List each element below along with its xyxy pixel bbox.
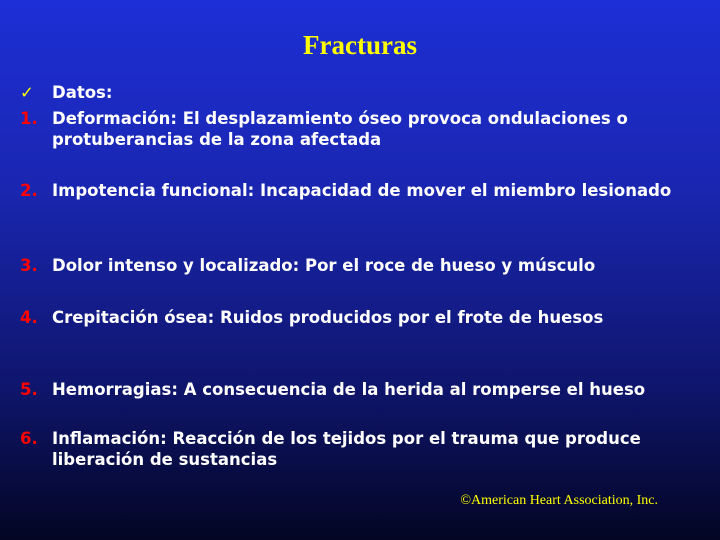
list-item [20, 379, 700, 400]
item-number: 1. [20, 109, 38, 128]
item-text: Crepitación ósea: Ruidos producidos por el frote de huesos [52, 308, 604, 327]
list-item [20, 428, 700, 470]
item-number: 4. [20, 308, 38, 327]
item-number: 5. [20, 380, 38, 399]
item-number: 2. [20, 181, 38, 200]
copyright-notice: ©American Heart Association, Inc. [460, 493, 658, 508]
intro-text: Datos: [52, 83, 113, 102]
item-text: Deformación: El desplazamiento óseo provoca ondulaciones o protuberancias de la zona afectada [52, 109, 628, 149]
list-item [20, 180, 700, 201]
item-number: 3. [20, 256, 38, 275]
item-text: Dolor intenso y localizado: Por el roce de hueso y músculo [52, 256, 596, 275]
item-text: Inflamación: Reacción de los tejidos por el trauma que produce liberación de sustancias [52, 429, 641, 469]
item-text: Impotencia funcional: Incapacidad de mover el miembro lesionado [52, 181, 672, 200]
list-item [20, 307, 700, 328]
intro-item [20, 82, 700, 103]
slide-title: Fracturas [303, 30, 417, 60]
list-item [20, 108, 700, 150]
list-item [20, 255, 700, 276]
item-number: 6. [20, 429, 38, 448]
check-icon: ✓ [20, 83, 34, 102]
item-text: Hemorragias: A consecuencia de la herida al romperse el hueso [52, 380, 646, 399]
